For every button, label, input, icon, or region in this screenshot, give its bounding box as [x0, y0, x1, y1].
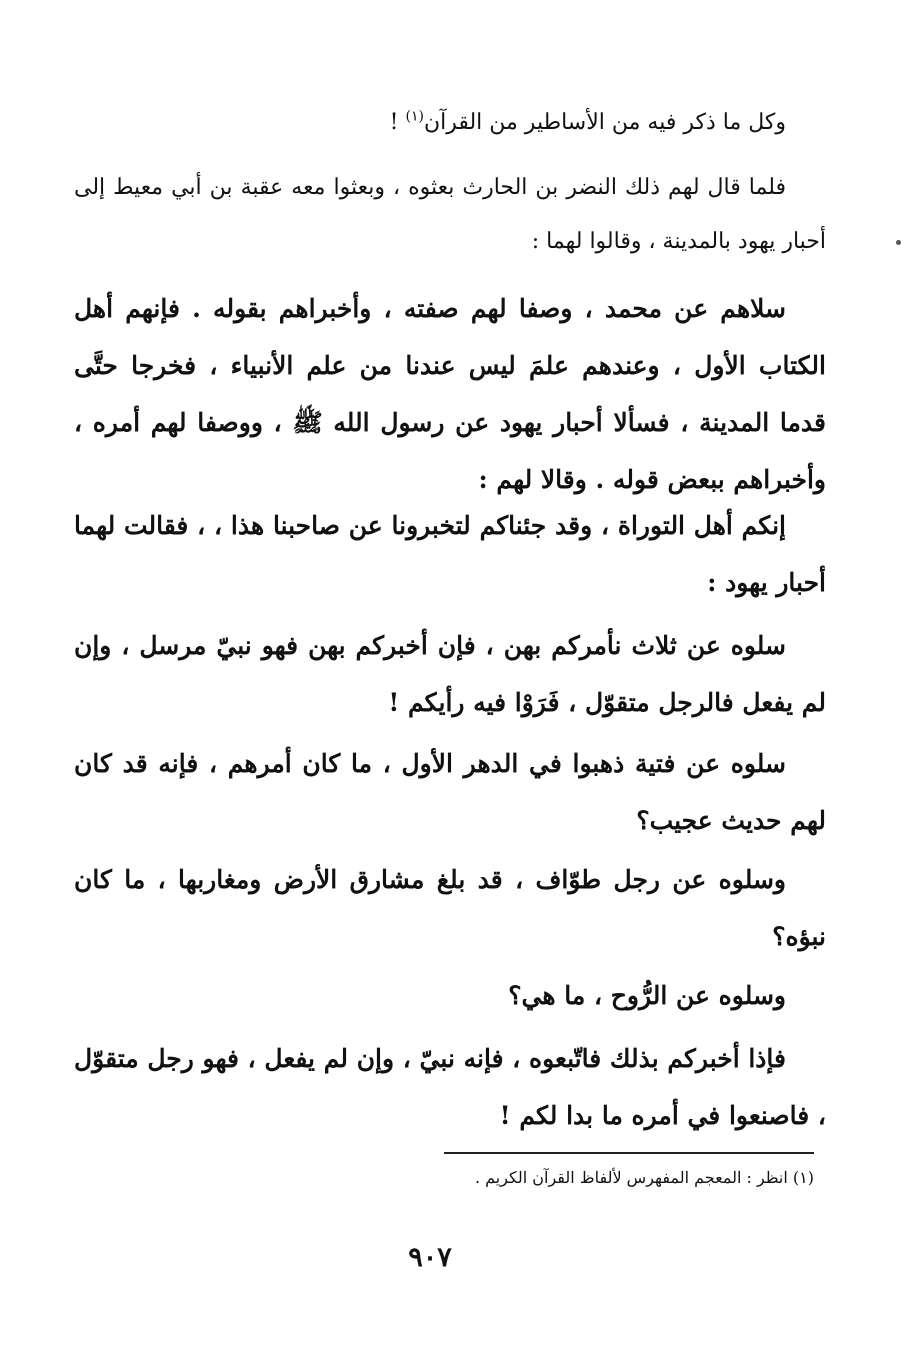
footnote-divider [444, 1152, 814, 1154]
footnote-reference: (١) [405, 108, 424, 125]
paragraph-9: فإذا أخبركم بذلك فاتّبعوه ، فإنه نبيّ ، وإن لم يفعل ، فهو رجل متقوّل ، فاصنعوا في أمره ما بدا لكم ! [74, 1044, 826, 1130]
paragraph-6: سلوه عن فتية ذهبوا في الدهر الأول ، ما كان أمرهم ، فإنه قد كان لهم حديث عجيب؟ [74, 749, 826, 835]
paragraph-4: إنكم أهل التوراة ، وقد جئناكم لتخبرونا عن صاحبنا هذا ، ، فقالت لهما أحبار يهود : [74, 511, 826, 597]
paragraph-8: وسلوه عن الرُّوح ، ما هي؟ [508, 981, 786, 1010]
paragraph-7: وسلوه عن رجل طوّاف ، قد بلغ مشارق الأرض ومغاربها ، ما كان نبؤه؟ [74, 865, 826, 951]
page-number: ٩٠٧ [408, 1242, 452, 1273]
paragraph-3: سلاهم عن محمد ، وصفا لهم صفته ، وأخبراهم بقوله . فإنهم أهل الكتاب الأول ، وعندهم علمَ ليس عندنا من علم الأنبياء ، فخرجا حتَّى قدما المدينة ، فسألا أحبار يهود عن رسول الله ﷺ ، ووصفا لهم أمره ، وأخبراهم ببعض قوله . وقالا لهم : [74, 294, 826, 494]
paragraph-1-end: ! [389, 110, 406, 135]
scan-speck [896, 240, 901, 245]
paragraph-1-text: وكل ما ذكر فيه من الأساطير من القرآن [423, 110, 786, 135]
footnote: (١) انظر : المعجم المفهرس لألفاظ القرآن الكريم . [474, 1168, 814, 1187]
paragraph-1 [74, 96, 826, 150]
paragraph-2: فلما قال لهم ذلك النضر بن الحارث بعثوه ، وبعثوا معه عقبة بن أبي معيط إلى أحبار يهود بالمدينة ، وقالوا لهما : [74, 175, 826, 254]
paragraph-5: سلوه عن ثلاث نأمركم بهن ، فإن أخبركم بهن فهو نبيّ مرسل ، وإن لم يفعل فالرجل متقوّل ، فَرَوْا فيه رأيكم ! [74, 631, 826, 717]
